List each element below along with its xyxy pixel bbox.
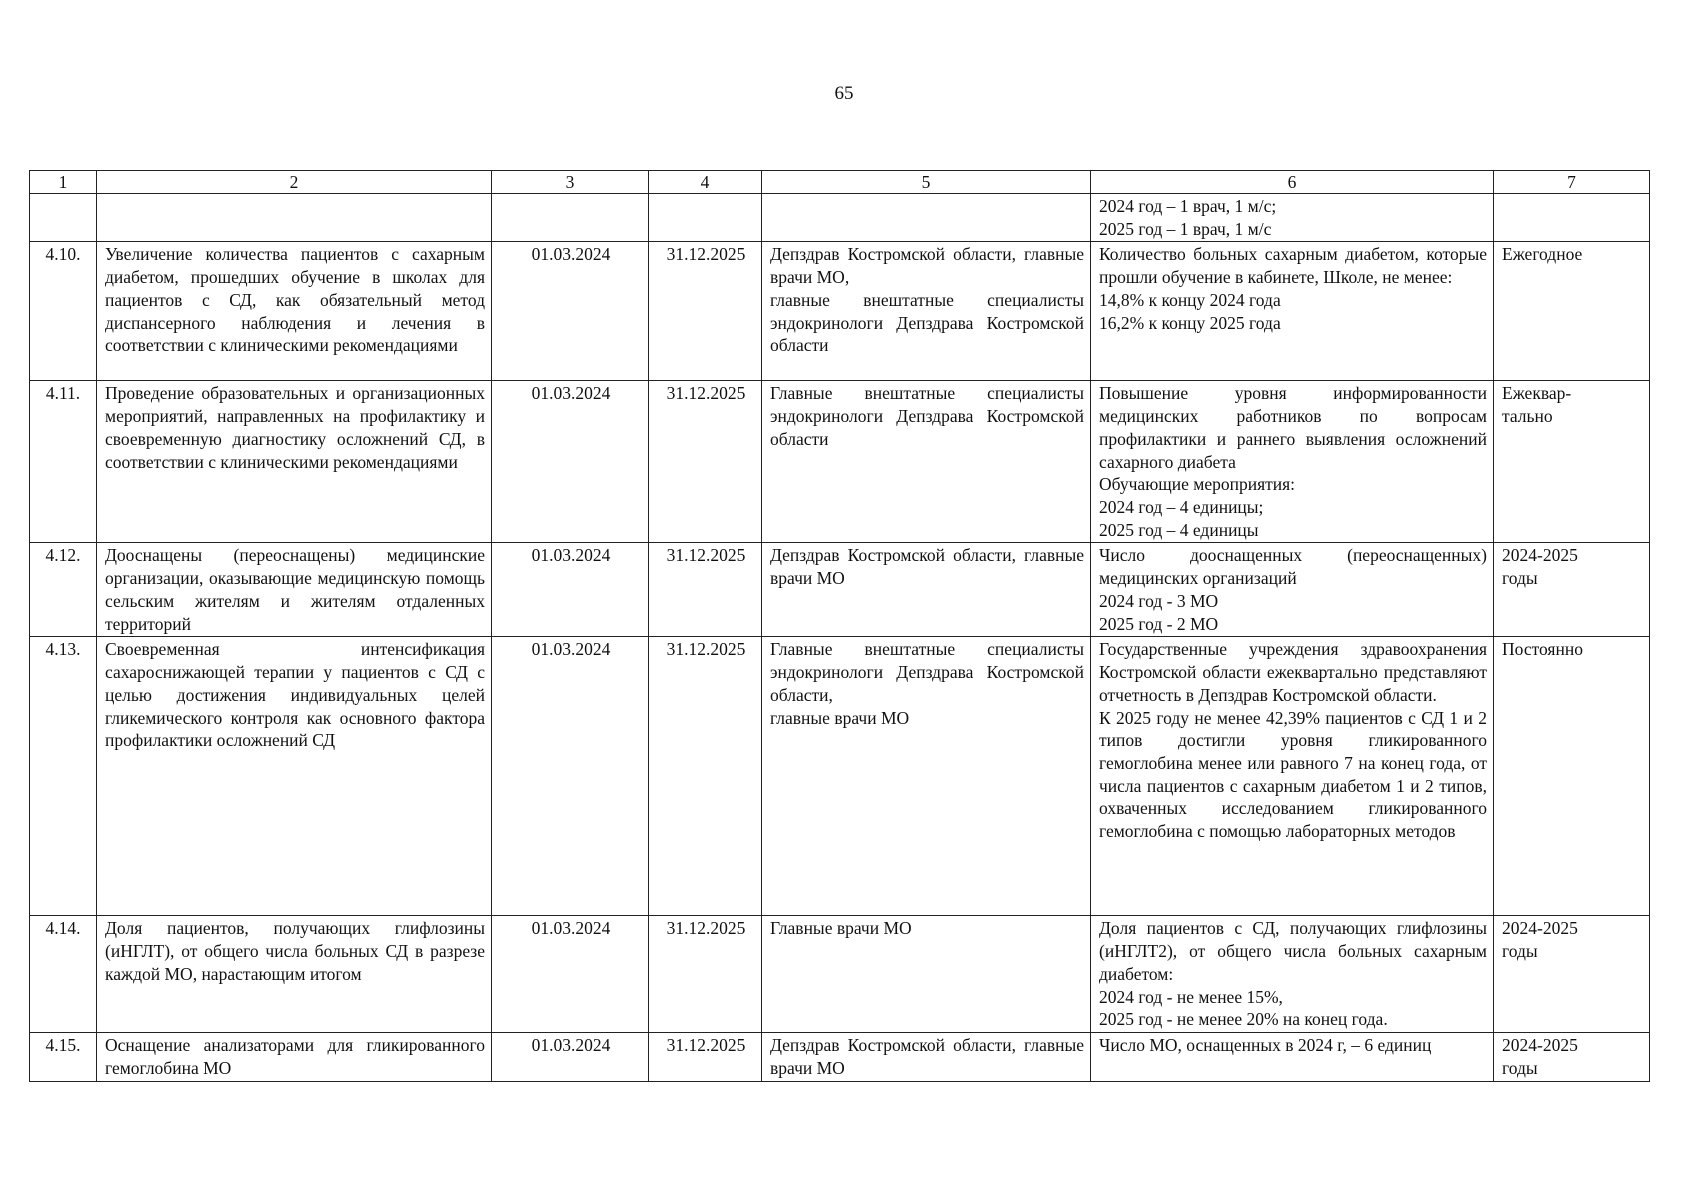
table-row [30,543,1650,637]
cell-period: 2024-2025 годы [1494,916,1650,1033]
cell-empty [492,194,649,242]
table-row [30,637,1650,916]
cell-measure: Своевременная интенсификация сахароснижающей терапии у пациентов с СД с целью достижения индивидуальных целей гликемического контроля как основного фактора профилактики осложнений СД [97,637,492,916]
table-row [30,1033,1650,1081]
cell-period: 2024-2025 годы [1494,543,1650,637]
cell-responsible: Главные внештатные специалисты эндокринологи Депздрава Костромской области, главные врачи МО [762,637,1091,916]
cell-result: Количество больных сахарным диабетом, которые прошли обучение в кабинете, Школе, не менее: 14,8% к концу 2024 года 16,2% к концу 2025 года [1091,242,1494,381]
cell-measure: Увеличение количества пациентов с сахарным диабетом, прошедших обучение в школах для пациентов с СД, как обязательный метод диспансерного наблюдения и лечения в соответствии с клиническими рекомендациями [97,242,492,381]
cell-start-date: 01.03.2024 [492,1033,649,1081]
cell-measure: Дооснащены (переоснащены) медицинские организации, оказывающие медицинскую помощь сельским жителям и жителям отдаленных территорий [97,543,492,637]
table-row [30,916,1650,1033]
cell-responsible: Депздрав Костромской области, главные врачи МО, главные внештатные специалисты эндокринологи Депздрава Костромской области [762,242,1091,381]
cell-empty [1494,194,1650,242]
cell-measure: Оснащение анализаторами для гликированного гемоглобина МО [97,1033,492,1081]
cell-empty [30,194,97,242]
cell-result: Число МО, оснащенных в 2024 г, – 6 единиц [1091,1033,1494,1081]
cell-measure: Доля пациентов, получающих глифлозины (иНГЛТ), от общего числа больных СД в разрезе каждой МО, нарастающим итогом [97,916,492,1033]
column-header: 7 [1494,171,1650,194]
cell-number: 4.13. [30,637,97,916]
cell-responsible: Главные врачи МО [762,916,1091,1033]
cell-end-date: 31.12.2025 [649,242,762,381]
continuation-row [30,194,1650,242]
table-row [30,242,1650,381]
column-header: 5 [762,171,1091,194]
cell-empty [762,194,1091,242]
measures-table [29,170,1650,1082]
cell-measure: Проведение образовательных и организационных мероприятий, направленных на профилактику и своевременную диагностику осложнений СД, в соответствии с клиническими рекомендациями [97,381,492,543]
cell-responsible: Депздрав Костромской области, главные врачи МО [762,543,1091,637]
cell-responsible: Депздрав Костромской области, главные врачи МО [762,1033,1091,1081]
cell-number: 4.10. [30,242,97,381]
cell-end-date: 31.12.2025 [649,916,762,1033]
cell-period: Ежегодное [1494,242,1650,381]
column-header: 4 [649,171,762,194]
column-header: 2 [97,171,492,194]
column-number-row [30,171,1650,194]
cell-result: Повышение уровня информированности медицинских работников по вопросам профилактики и раннего выявления осложнений сахарного диабета Обучающие мероприятия: 2024 год – 4 единицы; 2025 год – 4 единицы [1091,381,1494,543]
cell-end-date: 31.12.2025 [649,381,762,543]
cell-number: 4.14. [30,916,97,1033]
cell-result: Доля пациентов с СД, получающих глифлозины (иНГЛТ2), от общего числа больных сахарным диабетом: 2024 год - не менее 15%, 2025 год - не менее 20% на конец года. [1091,916,1494,1033]
cell-result: 2024 год – 1 врач, 1 м/с; 2025 год – 1 врач, 1 м/с [1091,194,1494,242]
cell-result: Число дооснащенных (переоснащенных) медицинских организаций 2024 год - 3 МО 2025 год - 2 МО [1091,543,1494,637]
cell-responsible: Главные внештатные специалисты эндокринологи Депздрава Костромской области [762,381,1091,543]
cell-empty [97,194,492,242]
column-header: 6 [1091,171,1494,194]
table-row [30,381,1650,543]
cell-number: 4.12. [30,543,97,637]
cell-start-date: 01.03.2024 [492,543,649,637]
cell-period: 2024-2025 годы [1494,1033,1650,1081]
cell-empty [649,194,762,242]
column-header: 3 [492,171,649,194]
cell-period: Ежеквар- тально [1494,381,1650,543]
cell-end-date: 31.12.2025 [649,1033,762,1081]
cell-start-date: 01.03.2024 [492,381,649,543]
cell-number: 4.15. [30,1033,97,1081]
cell-end-date: 31.12.2025 [649,543,762,637]
column-header: 1 [30,171,97,194]
cell-number: 4.11. [30,381,97,543]
cell-result: Государственные учреждения здравоохранения Костромской области ежеквартально представляют отчетность в Депздрав Костромской области. К 2025 году не менее 42,39% пациентов с СД 1 и 2 типов достигли уровня гликированного гемоглобина менее или равного 7 на конец года, от числа пациентов с сахарным диабетом 1 и 2 типов, охваченных исследованием гликированного гемоглобина с помощью лабораторных методов [1091,637,1494,916]
cell-end-date: 31.12.2025 [649,637,762,916]
cell-start-date: 01.03.2024 [492,916,649,1033]
cell-start-date: 01.03.2024 [492,637,649,916]
cell-period: Постоянно [1494,637,1650,916]
page-number: 65 [834,83,854,104]
cell-start-date: 01.03.2024 [492,242,649,381]
